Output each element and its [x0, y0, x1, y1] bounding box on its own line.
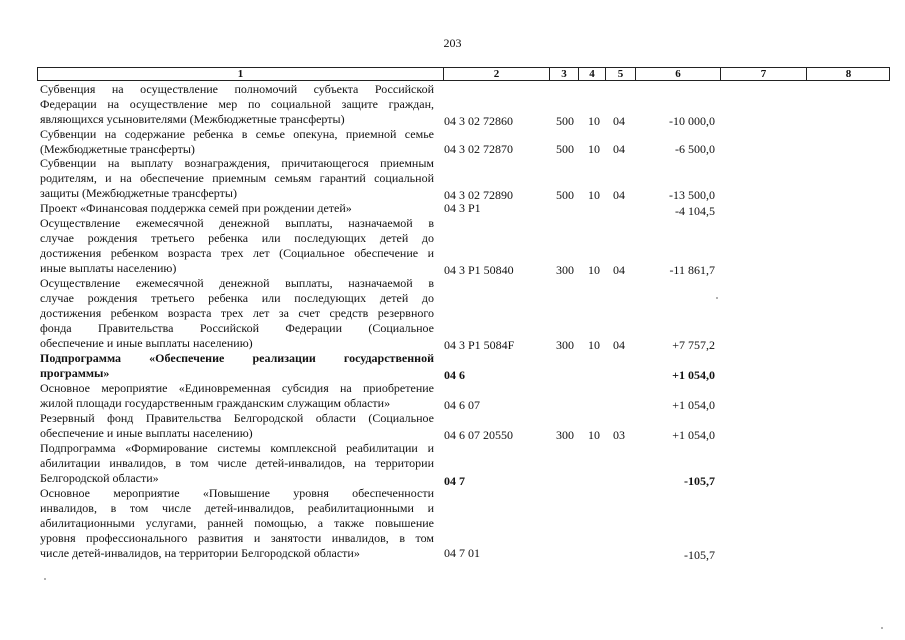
- row-name-line: достижения ребенком возраста трех лет (Социальное обеспечение и: [40, 246, 434, 260]
- row-col-5: 04: [613, 338, 625, 352]
- row-amount: -6 500,0: [675, 142, 715, 156]
- header-col-1: 1: [237, 68, 244, 80]
- row-name-line: Резервный фонд Правительства Белгородской области (Социальное: [40, 411, 434, 425]
- row-col-3: 300: [556, 263, 574, 277]
- row-code: 04 3 P1: [444, 201, 481, 215]
- scan-speck: [44, 578, 46, 580]
- row-amount: +1 054,0: [672, 428, 715, 442]
- row-name: [40, 82, 434, 127]
- row-col-4: 10: [588, 188, 600, 202]
- row-name: [40, 441, 434, 486]
- row-name: [40, 201, 434, 216]
- row-col-3: 500: [556, 114, 574, 128]
- row-name-line: жилой площади государственным гражданским служащим области»: [40, 396, 391, 410]
- row-code: 04 7 01: [444, 546, 480, 560]
- row-name-line: (Межбюджетные трансферты): [40, 142, 195, 156]
- row-name: [40, 486, 434, 561]
- row-amount: +7 757,2: [672, 338, 715, 352]
- row-name-line: родителям, и на обеспечение приемным семьям гарантий социальной: [40, 171, 434, 185]
- row-amount: -4 104,5: [675, 204, 715, 218]
- row-name-line: Осуществление ежемесячной денежной выплаты, назначаемой в: [40, 276, 434, 290]
- row-name: [40, 411, 434, 441]
- row-col-4: 10: [588, 142, 600, 156]
- row-name: [40, 216, 434, 276]
- row-code: 04 3 02 72860: [444, 114, 513, 128]
- row-name-line: Подпрограмма «Формирование системы комплексной реабилитации и: [40, 441, 434, 455]
- row-col-5: 04: [613, 114, 625, 128]
- header-col-8: 8: [806, 68, 890, 80]
- row-code: 04 6: [444, 368, 465, 382]
- row-name-line: Субвенции на содержание ребенка в семье опекуна, приемной семье: [40, 127, 434, 141]
- scan-speck: [881, 627, 883, 629]
- row-code: 04 6 07: [444, 398, 480, 412]
- header-col-4: 4: [578, 68, 605, 80]
- row-name-line: случае рождения третьего ребенка или последующих детей до: [40, 231, 434, 245]
- row-name: [40, 351, 434, 381]
- row-name-line: случае рождения третьего ребенка или последующих детей до: [40, 291, 434, 305]
- row-col-5: 04: [613, 263, 625, 277]
- row-col-5: 04: [613, 142, 625, 156]
- row-name-line: Основное мероприятие «Единовременная субсидия на приобретение: [40, 381, 434, 395]
- row-name-line: достижения ребенком возраста трех лет за счет средств резервного: [40, 306, 434, 320]
- header-col-3: 3: [549, 68, 578, 80]
- row-name-line: Основное мероприятие «Повышение уровня обеспеченности: [40, 486, 434, 500]
- row-col-5: 04: [613, 188, 625, 202]
- row-name-line: являющихся усыновителями (Межбюджетные трансферты): [40, 112, 345, 126]
- row-name-line: защиты (Межбюджетные трансферты): [40, 186, 237, 200]
- row-name-line: Федерации на осуществление мер по социальной защите граждан,: [40, 97, 434, 111]
- table-header: [37, 67, 890, 81]
- row-code: 04 3 02 72890: [444, 188, 513, 202]
- header-col-5: 5: [605, 68, 635, 80]
- row-name-line: числе детей-инвалидов, на территории Белгородской области»: [40, 546, 360, 560]
- row-code: 04 3 P1 50840: [444, 263, 514, 277]
- row-amount: +1 054,0: [672, 368, 715, 382]
- row-name-line: Субвенция на осуществление полномочий субъекта Российской: [40, 82, 434, 96]
- row-amount: -105,7: [684, 474, 715, 488]
- row-amount: -105,7: [684, 548, 715, 562]
- row-name-line: Белгородской области»: [40, 471, 159, 485]
- row-col-3: 500: [556, 142, 574, 156]
- row-name-line: иные выплаты населению): [40, 261, 177, 275]
- row-code: 04 3 P1 5084F: [444, 338, 515, 352]
- row-col-3: 300: [556, 338, 574, 352]
- row-name-line: фонда Правительства Российской Федерации (Социальное: [40, 321, 434, 335]
- row-code: 04 7: [444, 474, 465, 488]
- row-name-line: инвалидов, в том числе детей-инвалидов, реабилитационными и: [40, 501, 434, 515]
- row-name-line: абилитационными услугами, ранней помощью, а также повышение: [40, 516, 434, 530]
- row-amount: -11 861,7: [669, 263, 715, 277]
- row-amount: -13 500,0: [669, 188, 715, 202]
- row-name: [40, 156, 434, 201]
- row-name-line: Подпрограмма «Обеспечение реализации государственной: [40, 351, 434, 365]
- row-name-line: Проект «Финансовая поддержка семей при рождении детей»: [40, 201, 352, 215]
- row-name: [40, 381, 434, 411]
- row-name-line: Осуществление ежемесячной денежной выплаты, назначаемой в: [40, 216, 434, 230]
- page-number: 203: [443, 36, 462, 50]
- row-amount: -10 000,0: [669, 114, 715, 128]
- row-name-line: уровня профессионального развития и занятости инвалидов, в том: [40, 531, 434, 545]
- scan-speck: [716, 297, 718, 299]
- row-name: [40, 127, 434, 157]
- row-amount: +1 054,0: [672, 398, 715, 412]
- row-col-4: 10: [588, 338, 600, 352]
- header-col-2: 2: [443, 68, 549, 80]
- row-col-4: 10: [588, 263, 600, 277]
- header-col-7: 7: [720, 68, 806, 80]
- row-code: 04 3 02 72870: [444, 142, 513, 156]
- row-name-line: обеспечение и иные выплаты населению): [40, 426, 253, 440]
- row-col-3: 300: [556, 428, 574, 442]
- row-name-line: абилитации инвалидов, в том числе детей-инвалидов, на территории: [40, 456, 434, 470]
- row-name-line: обеспечение и иные выплаты населению): [40, 336, 253, 350]
- row-code: 04 6 07 20550: [444, 428, 513, 442]
- row-col-4: 10: [588, 114, 600, 128]
- header-col-6: 6: [635, 68, 720, 80]
- row-col-3: 500: [556, 188, 574, 202]
- row-name-line: программы»: [40, 366, 110, 380]
- row-col-4: 10: [588, 428, 600, 442]
- row-name-line: Субвенции на выплату вознаграждения, причитающегося приемным: [40, 156, 434, 170]
- row-name: [40, 276, 434, 351]
- row-col-5: 03: [613, 428, 625, 442]
